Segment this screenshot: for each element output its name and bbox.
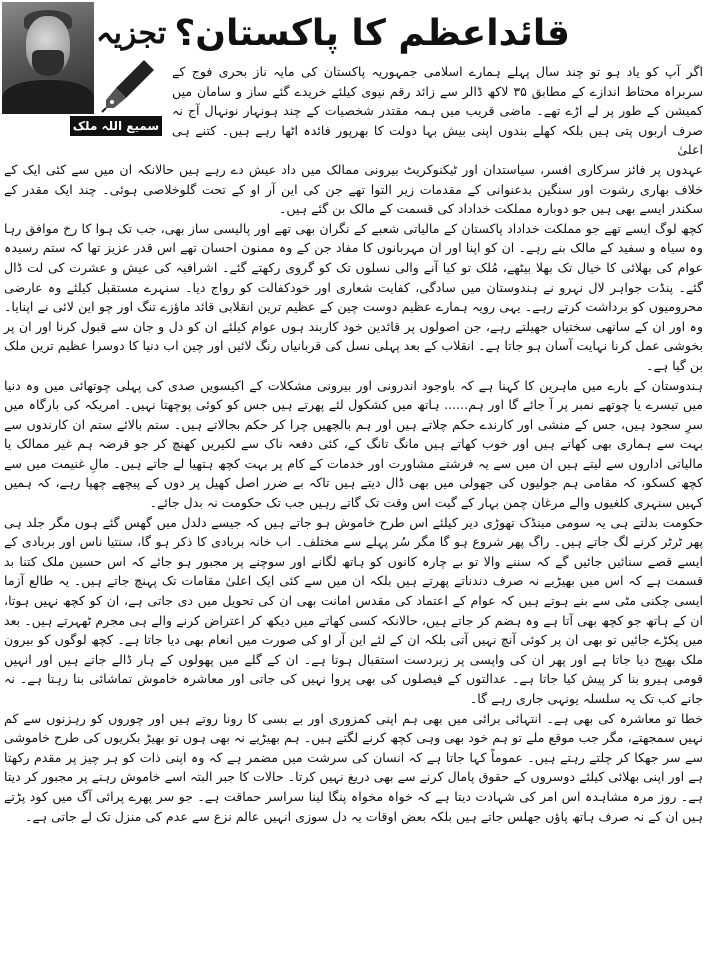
author-name: سمیع اللہ ملک [70,116,162,136]
article-paragraph: کچھ لوگ ایسے تھے جو مملکت خداداد پاکستان کے مالیاتی شعبے کے نگران بھی تھے اور پالیسی ساز بھی، جب تک ہوا کا رخ موافق رہا وہ سیاہ و سفید کے مالک بنے رہے۔ ان کو اپنا اور ان مہربانوں کا مفاد جن کے وہ ممنون احسان تھے اس قدر عزیز تھا کہ ستم رسیدہ عوام کی بھلائی کا خیال تک بھلا بیٹھے، مُلک تو کیا آنے والی نسلوں تک کو گروی رکھتے گئے۔ اشرافیہ کی عیش و عشرت کی لت ڈال گئے۔ پنڈت جواہر لال نہرو نے ہندوستان میں سادگی، کفایت شعاری اور خودکفالت کو رواج دیا۔ سنہرے مستقبل کیلئے وہ عارضی محرومیوں کو برداشت کرتے رہے۔ یہی رویہ ہمارے عظیم دوست چین کے عظیم ترین انقلابی قائد ماؤزے تنگ اور چو این لائی نے اپنایا۔ وہ اور ان کے ساتھی سختیاں جھیلتے رہے، جن اصولوں پر قائدین خود کاربند ہوں عوام کیلئے ان کو دل و جان سے قبول کرنا اور ان پر بخوشی عمل کرنا نہایت آسان ہو جاتا ہے۔ انقلاب کے بعد پہلی نسل کی قربانیاں رنگ لائیں اور چین اب دنیا کا دوسرا عظیم ترین ملک بن گیا ہے۔ [4,220,703,373]
paragraph-text-wrapped: اگر آپ کو یاد ہو تو چند سال پہلے ہمارے اسلامی جمہوریہ پاکستان کی مایہ ناز بحری فوج کے سربراہ محتاط اندازے کے مطابق ۳۵ لاکھ ڈالر سے زائد رقم نیوی کیلئے خریدے گئے ساز و سامان میں کمیشن کے طور پر لے اڑے تھے۔ ماضی قریب میں ہمہ مقتدر شخصیات کے چند ہونہار نونہال آج نہ صرف اربوں پتی ہیں بلکہ کھلے بندوں اپنی بیش بہا دولت کا بھرپور فائدہ اٹھا رہے ہیں۔ کتنے ہی اعلیٰ [172,64,703,158]
article-paragraph: خطا تو معاشرہ کی بھی ہے۔ انتہائی برائی میں بھی ہم اپنی کمزوری اور بے بسی کا رونا روتے ہیں اور چوروں کو رہزنوں سے کم نہیں سمجھتے، مگر جب موقع ملے تو ہم خود بھی وہی کچھ کرنے لگتے ہیں۔ ہم بھیڑیے نہ بھی ہوں تو بھیڑ بکریوں کی طرح خاموشی سے سر جھکا کر چلتے رہتے ہیں۔ عموماً کہا جاتا ہے کہ انسان کی سرشت میں مضمر ہے کہ وہ اپنی ذات کو ہر چیز پر مقدم رکھتا ہے اور اپنی بھلائی کیلئے دوسروں کے حقوق پامال کرنے سے بھی دریغ نہیں کرتا۔ حالات کا جبر البتہ اسے خاموش رہنے پر مجبور کر دیتا ہے۔ روز مرہ مشاہدہ اس امر کی شہادت دیتا ہے کہ خواہ مخواہ پنگا لینا سراسر حماقت ہے۔ جو سر پھرے پرائی آگ میں کود پڑتے ہیں ان کے نہ صرف ہاتھ پاؤں جھلس جاتے ہیں بلکہ بعض اوقات یہ دل سوزی انہیں عالم نزع سے عدم کی منزل تک لے جاتی ہے۔ [4,710,703,824]
page-title: قائداعظم کا پاکستان؟ [174,13,570,54]
article-paragraph: ہندوستان کے بارے میں ماہرین کا کہنا ہے کہ باوجود اندرونی اور بیرونی مشکلات کے اکیسویں صدی کی پہلی چوتھائی میں وہ دنیا میں تیسرے یا چوتھے نمبر پر آ جائے گا اور ہم...... ہاتھ میں کشکول لئے پھرتے ہیں جس کو کوئی پوچھتا نہیں۔ امریکہ کی بارگاہ میں سرِ سجود ہیں، جس کے منشی اور کارندے حکم چلاتے ہیں اور ہم بالچھیں چرا کر حکم بجالاتے ہیں۔ ستم بالائے ستم ان کارندوں سے بہت سے ہماری بھی کھاتے ہیں اور خوب کھاتے ہیں مانگ تانگ کے، کئی دفعہ ناک سے لکیریں کھنچ کر جو قرضہ ہم غیر ممالک یا مالیاتی اداروں سے لیتے ہیں ان میں سے یہ فرشتے مشاورت اور خدمات کے کام پر بہت کچھ ہتھیا لے جاتے ہیں۔ مالِ غنیمت میں سے کچھ کسکو، کہ مقامی ہم جولیوں کی جھولی میں بھی ڈال دیتے ہیں تاکہ بے ضرر اصل کھیل پر دوں کے پیچھے چھپا رہے، کہ ہمیں کہیں سنہری کلغیوں والے مرغان چمن بہار کے گیت اس وقت تک گاتے رہیں جب تک حکومت نہ بدل جائے۔ [4,377,704,511]
column-logo: تجزیہ [96,16,167,51]
article-body [4,62,703,954]
article-paragraph: حکومت بدلتے ہی یہ سومی مینڈک تھوڑی دیر کیلئے اس طرح خاموش ہو جاتے ہیں کہ جیسے دلدل میں گھس گئے ہوں مگر جلد ہی پھر ٹرٹر کرنے لگ جاتے ہیں۔ راگ پھر شروع ہو گا مگر سُر پہلے سے مختلف۔ اب خانہ بربادی کا ذکر ہو گا، سنتیا ناس اور بربادی کے ایسے قصے سنائیں جائیں گے کہ سننے والا تو بے چارہ کانوں کو ہاتھ لگانے اور سوچنے پر مجبور ہو جائے کہ اس حسین ملک کتنا بد قسمت ہے کہ اس میں بھیڑیے نہ صرف دندناتے پھرتے ہیں بلکہ ان میں سے کئی ایک اعلیٰ مقامات تک پہنچ جاتے ہیں۔ یہ طالع آزما ایسی چکنی مٹی سے بنے ہوتے ہیں کہ عوام کے اعتماد کی مقدس امانت بھی ان کی تحویل میں دی جاتی ہے، ان کو کچھ نہیں ہوتا، ان کے ہاتھ جو کچھ بھی آتا ہے وہ ہضم کر جاتے ہیں، حالانکہ کسی کھاتے میں دیکھ کر اعتراض کرنے والے ہی مجرم ٹھہرتے ہیں۔ بعد میں پکڑے جائیں تو بھی ان پر کوئی آنچ نہیں آتی بلکہ ان کے لئے این آر او کی صورت میں انعام بھی دیا جاتا ہے۔ کچھ لوگوں کو بیرون ملک بھیج دیا جاتا ہے اور پھر ان کی واپسی پر زبردست استقبال ہوتا ہے۔ ان کے گلے میں پھولوں کے ہار ڈالے جاتے ہیں اور انہیں قومی ہیرو بنا کر پیش کیا جاتا ہے۔ عدالتوں کے فیصلوں کی بھی پروا نہیں کی جاتی اور معاشرہ خاموش تماشائی بنا رہتا ہے۔ نہ جانے کب تک یہ سلسلہ یونہی جاری رہے گا۔ [4,514,703,706]
paragraph-text: عہدوں پر فائز سرکاری افسر، سیاستدان اور ٹیکنوکریٹ بیرونی ممالک میں داد عیش دے رہے ہیں حالانکہ ان میں سے کئی ایک کے خلاف بھاری رشوت اور سنگین بدعنوانی کے مقدمات زیر التوا تھے جن کی این آر او کے تحت گلوخلاصی ہوئی۔ چند ایک مقدر کے سکندر ایسے بھی ہیں جو دوبارہ مملکت خداداد کی قسمت کے مالک بن گئے ہیں۔ [4,161,703,217]
article-paragraph [4,62,703,219]
